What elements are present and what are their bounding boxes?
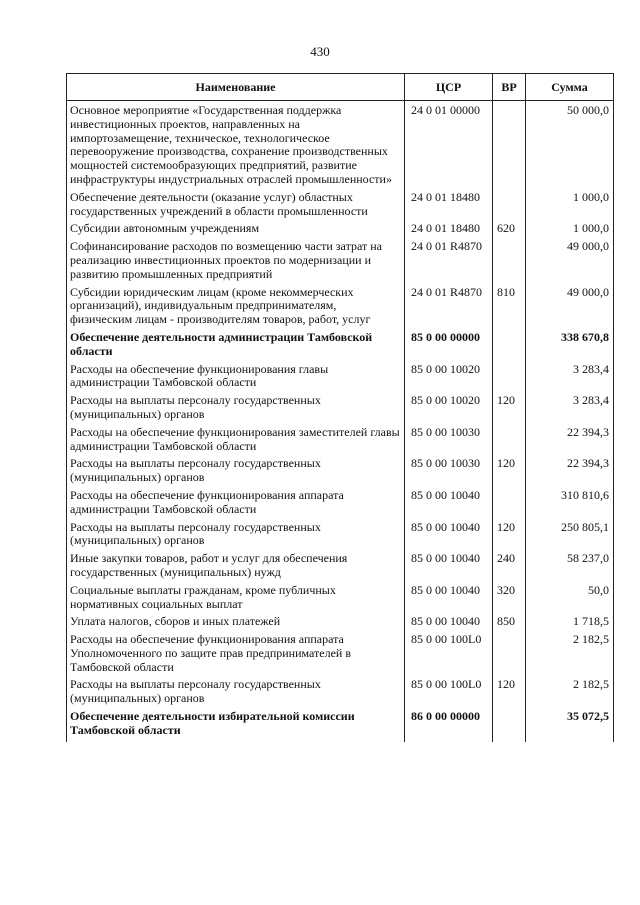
row-vr: 120 <box>493 457 526 489</box>
table-row <box>67 678 614 710</box>
row-csr: 85 0 00 10020 <box>405 363 493 395</box>
row-vr <box>493 240 526 285</box>
row-csr: 85 0 00 100L0 <box>405 678 493 710</box>
row-sum: 2 182,5 <box>526 633 614 678</box>
row-vr <box>493 710 526 742</box>
row-sum: 49 000,0 <box>526 240 614 285</box>
row-name: Расходы на обеспечение функционирования аппарата администрации Тамбовской области <box>67 489 405 521</box>
row-sum: 22 394,3 <box>526 457 614 489</box>
table-row <box>67 363 614 395</box>
row-name: Субсидии юридическим лицам (кроме некоммерческих организаций), индивидуальным предпринимателям, физическим лицам - производителям товаров, работ, услуг <box>67 286 405 331</box>
row-csr: 85 0 00 10040 <box>405 552 493 584</box>
row-sum: 2 182,5 <box>526 678 614 710</box>
row-sum: 3 283,4 <box>526 394 614 426</box>
row-name: Основное мероприятие «Государственная поддержка инвестиционных проектов, направленных на импортозамещение, техническое, технологическое перевооружение производства, сохранение производственных мощностей системообразующих предприятий, развитие инфраструктуры индустриальных отраслей промышленности» <box>67 101 405 191</box>
row-name: Расходы на выплаты персоналу государственных (муниципальных) органов <box>67 521 405 553</box>
row-vr: 620 <box>493 222 526 240</box>
row-vr <box>493 489 526 521</box>
table-row <box>67 286 614 331</box>
row-name: Расходы на выплаты персоналу государственных (муниципальных) органов <box>67 457 405 489</box>
row-vr <box>493 331 526 363</box>
table-row <box>67 394 614 426</box>
row-vr: 120 <box>493 678 526 710</box>
row-name: Обеспечение деятельности избирательной комиссии Тамбовской области <box>67 710 405 742</box>
header-name: Наименование <box>67 74 405 101</box>
row-vr <box>493 363 526 395</box>
row-name: Социальные выплаты гражданам, кроме публичных нормативных социальных выплат <box>67 584 405 616</box>
row-name: Расходы на обеспечение функционирования аппарата Уполномоченного по защите прав предпринимателей в Тамбовской области <box>67 633 405 678</box>
row-name: Иные закупки товаров, работ и услуг для обеспечения государственных (муниципальных) нужд <box>67 552 405 584</box>
budget-table <box>66 73 614 742</box>
row-csr: 86 0 00 00000 <box>405 710 493 742</box>
row-vr: 850 <box>493 615 526 633</box>
table-row <box>67 240 614 285</box>
table-row <box>67 615 614 633</box>
row-sum: 3 283,4 <box>526 363 614 395</box>
row-vr: 120 <box>493 394 526 426</box>
row-name: Софинансирование расходов по возмещению части затрат на реализацию инвестиционных проектов по модернизации и развитию промышленных предприятий <box>67 240 405 285</box>
row-csr: 85 0 00 10040 <box>405 489 493 521</box>
table-row <box>67 222 614 240</box>
row-name: Расходы на обеспечение функционирования заместителей главы администрации Тамбовской области <box>67 426 405 458</box>
row-vr <box>493 101 526 191</box>
row-name: Обеспечение деятельности администрации Тамбовской области <box>67 331 405 363</box>
row-csr: 85 0 00 10040 <box>405 584 493 616</box>
row-sum: 310 810,6 <box>526 489 614 521</box>
row-csr: 24 0 01 18480 <box>405 191 493 223</box>
row-vr <box>493 633 526 678</box>
row-sum: 1 000,0 <box>526 222 614 240</box>
table-row <box>67 426 614 458</box>
row-sum: 49 000,0 <box>526 286 614 331</box>
table-row <box>67 101 614 191</box>
row-sum: 1 000,0 <box>526 191 614 223</box>
row-vr <box>493 191 526 223</box>
row-vr <box>493 426 526 458</box>
row-sum: 50,0 <box>526 584 614 616</box>
row-vr: 240 <box>493 552 526 584</box>
row-csr: 85 0 00 10030 <box>405 457 493 489</box>
row-sum: 338 670,8 <box>526 331 614 363</box>
row-sum: 58 237,0 <box>526 552 614 584</box>
header-sum: Сумма <box>526 74 614 101</box>
table-row <box>67 633 614 678</box>
row-csr: 24 0 01 18480 <box>405 222 493 240</box>
page-number: 430 <box>310 44 330 59</box>
row-name: Обеспечение деятельности (оказание услуг) областных государственных учреждений в области промышленности <box>67 191 405 223</box>
row-csr: 85 0 00 10040 <box>405 615 493 633</box>
table-row <box>67 552 614 584</box>
header-vr: ВР <box>493 74 526 101</box>
header-csr: ЦСР <box>405 74 493 101</box>
row-csr: 85 0 00 10040 <box>405 521 493 553</box>
row-name: Уплата налогов, сборов и иных платежей <box>67 615 405 633</box>
row-vr: 810 <box>493 286 526 331</box>
row-sum: 22 394,3 <box>526 426 614 458</box>
table-row <box>67 489 614 521</box>
row-sum: 1 718,5 <box>526 615 614 633</box>
row-csr: 85 0 00 00000 <box>405 331 493 363</box>
row-csr: 85 0 00 10030 <box>405 426 493 458</box>
row-csr: 85 0 00 100L0 <box>405 633 493 678</box>
table-row <box>67 457 614 489</box>
table-row <box>67 710 614 742</box>
row-name: Субсидии автономным учреждениям <box>67 222 405 240</box>
row-sum: 35 072,5 <box>526 710 614 742</box>
row-csr: 24 0 01 R4870 <box>405 240 493 285</box>
row-name: Расходы на обеспечение функционирования главы администрации Тамбовской области <box>67 363 405 395</box>
table-row <box>67 191 614 223</box>
row-csr: 85 0 00 10020 <box>405 394 493 426</box>
table-header-row <box>67 74 614 101</box>
row-sum: 50 000,0 <box>526 101 614 191</box>
row-vr: 320 <box>493 584 526 616</box>
row-name: Расходы на выплаты персоналу государственных (муниципальных) органов <box>67 678 405 710</box>
row-csr: 24 0 01 00000 <box>405 101 493 191</box>
row-vr: 120 <box>493 521 526 553</box>
row-csr: 24 0 01 R4870 <box>405 286 493 331</box>
row-sum: 250 805,1 <box>526 521 614 553</box>
table-row <box>67 331 614 363</box>
row-name: Расходы на выплаты персоналу государственных (муниципальных) органов <box>67 394 405 426</box>
table-row <box>67 584 614 616</box>
table-row <box>67 521 614 553</box>
table-body <box>67 101 614 742</box>
